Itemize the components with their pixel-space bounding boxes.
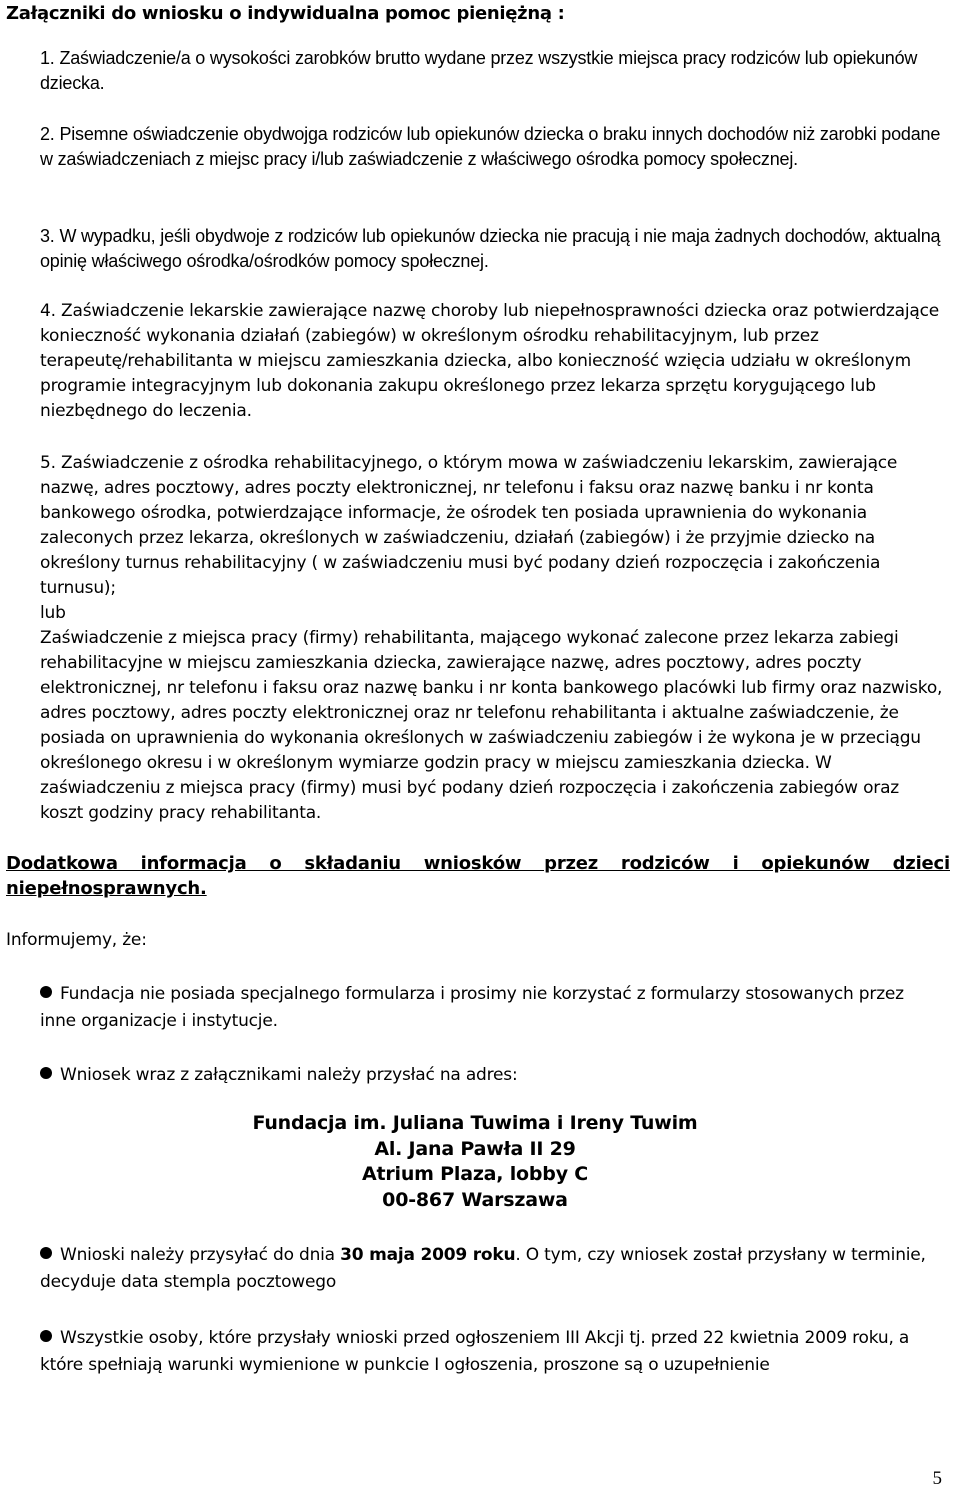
or-label: lub xyxy=(40,603,66,623)
bullet-item-2 xyxy=(40,1062,945,1089)
address-line-1: Fundacja im. Juliana Tuwima i Ireny Tuwim xyxy=(252,1112,698,1134)
item-number: 4. xyxy=(40,301,56,321)
bullet-icon xyxy=(40,1067,52,1079)
bullet-icon xyxy=(40,1330,52,1342)
bullet-item-3 xyxy=(40,1242,945,1296)
list-item-3 xyxy=(40,224,945,274)
bullet-icon xyxy=(40,986,52,998)
item-number: 1. xyxy=(40,48,55,68)
item-text-alternative: Zaświadczenie z miejsca pracy (firmy) rehabilitanta, mającego wykonać zalecone przez lekarza zabiegi rehabilitacyjne w miejscu zamieszkania dziecka, zawierające nazwę, adres pocztowy, adres poczty elektronicznej, nr telefonu i faksu oraz nazwę banku i nr konta bankowego placówki lub firmy oraz nazwisko, adres pocztowy, adres poczty elektronicznej oraz nr telefonu rehabilitanta i aktualne zaświadczenie, że posiada on uprawnienia do wykonania określonych w zaświadczeniu zabiegów i że wykona je w przeciągu określonego okresu i w określonym wymiarze godzin pracy w miejscu zamieszkania dziecka. W zaświadczeniu z miejsca pracy (firmy) musi być podany dzień rozpoczęcia i zakończenia zabiegów oraz koszt godziny pracy rehabilitanta. xyxy=(40,628,943,823)
address-line-4: 00-867 Warszawa xyxy=(382,1188,568,1211)
bullet-text: . O tym, czy wniosek został przysłany w terminie, decyduje data stempla pocztowego xyxy=(40,1245,926,1292)
item-text: W wypadku, jeśli obydwoje z rodziców lub opiekunów dziecka nie pracują i nie maja żadnych dochodów, aktualną opinię właściwego ośrodka/ośrodków pomocy społecznej. xyxy=(40,226,941,271)
item-text: Zaświadczenie/a o wysokości zarobków brutto wydane przez wszystkie miejsca pracy rodziców lub opiekunów dziecka. xyxy=(40,48,918,93)
list-item-1 xyxy=(40,46,945,96)
item-text: Zaświadczenie z ośrodka rehabilitacyjnego, o którym mowa w zaświadczeniu lekarskim, zawierające nazwę, adres pocztowy, adres poczty elektronicznej, nr telefonu i faksu oraz nazwę banku i nr konta bankowego ośrodka, potwierdzające informacje, że ośrodek ten posiada uprawnienia do wykonania zaleconych przez lekarza, określonych w zaświadczeniu, działań (zabiegów) i że przyjmie dziecko na określony turnus rehabilitacyjny ( w zaświadczeniu musi być podany dzień rozpoczęcia i zakończenia turnusu); xyxy=(40,453,898,598)
section-title xyxy=(6,851,950,901)
item-number: 2. xyxy=(40,124,55,144)
bullet-text: Wszystkie osoby, które przysłały wnioski przed ogłoszeniem III Akcji tj. przed 22 kwietnia 2009 roku, a które spełniają warunki wymienione w punkcie I ogłoszenia, proszone są o uzupełnienie xyxy=(40,1328,910,1375)
item-text: Pisemne oświadczenie obydwojga rodziców lub opiekunów dziecka o braku innych dochodów niż zarobki podane w zaświadczeniach z miejsc pracy i/lub zaświadczenie z właściwego ośrodka pomocy społecznej. xyxy=(40,124,941,169)
address-line-2: Al. Jana Pawła II 29 xyxy=(374,1137,576,1160)
item-number: 5. xyxy=(40,453,56,473)
deadline-date: 30 maja 2009 roku xyxy=(340,1245,516,1265)
bullet-text: Wniosek wraz z załącznikami należy przysłać na adres: xyxy=(60,1065,518,1085)
item-number: 3. xyxy=(40,226,55,246)
address-block xyxy=(0,1111,950,1213)
bullet-item-1 xyxy=(40,981,945,1035)
section-title-line2: niepełnosprawnych. xyxy=(6,878,207,899)
attachments-heading: Załączniki do wniosku o indywidualna pomoc pieniężną : xyxy=(6,3,565,24)
list-item-2 xyxy=(40,122,945,172)
list-item-4 xyxy=(40,299,945,424)
bullet-text: Fundacja nie posiada specjalnego formularza i prosimy nie korzystać z formularzy stosowanych przez inne organizacje i instytucje. xyxy=(40,984,904,1031)
address-line-3: Atrium Plaza, lobby C xyxy=(361,1163,589,1185)
bullet-item-4 xyxy=(40,1325,945,1379)
page-number: 5 xyxy=(932,1468,942,1489)
bullet-icon xyxy=(40,1247,52,1259)
bullet-text: Wnioski należy przysyłać do dnia xyxy=(60,1245,341,1265)
inform-label: Informujemy, że: xyxy=(6,930,147,950)
item-text: Zaświadczenie lekarskie zawierające nazwę choroby lub niepełnosprawności dziecka oraz potwierdzające konieczność wykonania działań (zabiegów) w określonym ośrodku rehabilitacyjnym, lub przez terapeutę/rehabilitanta w miejscu zamieszkania dziecka, albo konieczność wzięcia udziału w określonym programie integracyjnym lub dokonania zakupu określonego przez lekarza sprzętu korygującego lub niezbędnego do leczenia. xyxy=(40,301,940,421)
list-item-5 xyxy=(40,451,945,826)
section-title-line1: Dodatkowa informacja o składaniu wniosków przez rodziców i opiekunów dzieci xyxy=(6,853,950,874)
